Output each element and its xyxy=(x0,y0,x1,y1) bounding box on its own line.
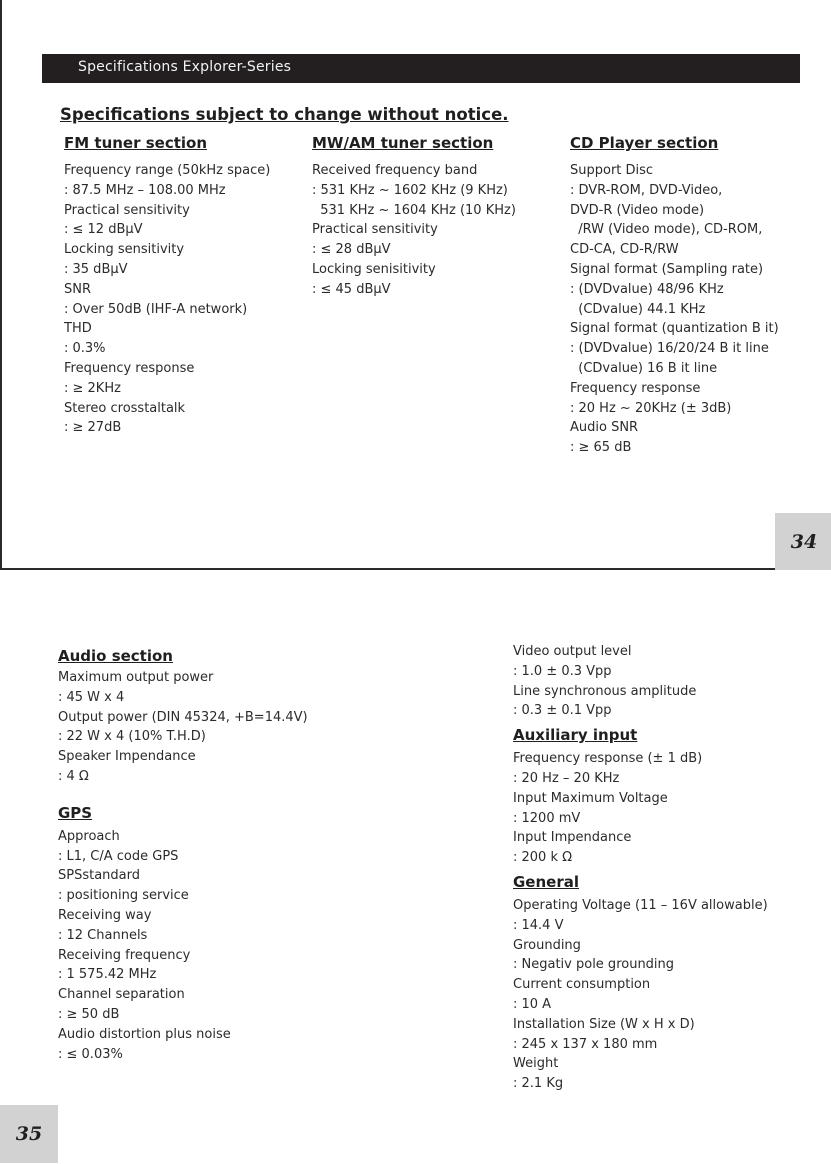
spec-line: : ≤ 12 dBμV xyxy=(64,222,143,238)
spec-line: Stereo crosstaltalk xyxy=(64,400,186,416)
spec-line: : 10 A xyxy=(513,996,552,1012)
header-bar xyxy=(42,54,800,83)
page-34 xyxy=(0,0,831,570)
spec-line: Input Maximum Voltage xyxy=(513,790,668,806)
audio-section xyxy=(58,646,308,1064)
spec-line: : positioning service xyxy=(58,888,189,904)
spec-line: : 22 W x 4 (10% T.H.D) xyxy=(58,729,206,745)
spec-line: : 45 W x 4 xyxy=(58,689,125,705)
section-title: Auxiliary input xyxy=(513,726,638,745)
spec-line: Input Impendance xyxy=(513,830,632,846)
section-title: GPS xyxy=(58,803,93,822)
spec-line: : 0.3% xyxy=(64,341,106,357)
spec-line: Line synchronous amplitude xyxy=(513,683,697,699)
spec-line: Approach xyxy=(58,828,120,844)
page-number: 35 xyxy=(0,1105,58,1163)
spec-line: Video output level xyxy=(513,644,632,659)
spec-line: : ≥ 65 dB xyxy=(570,440,632,456)
header-title: Specifications Explorer-Series xyxy=(78,59,292,75)
spec-line: Frequency response xyxy=(570,380,701,396)
spec-line: Channel separation xyxy=(58,987,185,1003)
spec-line: /RW (Video mode), CD-ROM, xyxy=(570,222,763,238)
spec-line: CD-CA, CD-R/RW xyxy=(570,242,679,258)
spec-line: : 531 KHz ~ 1602 KHz (9 KHz) xyxy=(312,182,508,198)
spec-line: (CDvalue) 16 B it line xyxy=(570,360,718,376)
section-title: FM tuner section xyxy=(64,134,208,152)
section-title: Audio section xyxy=(58,647,173,665)
spec-line: : Over 50dB (IHF-A network) xyxy=(64,301,248,317)
spec-line: : ≤ 45 dBμV xyxy=(312,281,391,297)
spec-line: Practical sensitivity xyxy=(312,222,438,238)
spec-line: Practical sensitivity xyxy=(64,202,190,218)
spec-line: : 35 dBμV xyxy=(64,261,128,277)
cd-player-section xyxy=(570,133,779,458)
spec-line: : 4 Ω xyxy=(58,768,89,784)
spec-line: Receiving frequency xyxy=(58,947,191,963)
spec-line: Output power (DIN 45324, +B=14.4V) xyxy=(58,709,308,725)
spec-line: : DVR-ROM, DVD-Video, xyxy=(570,182,723,198)
spec-line: DVD-R (Video mode) xyxy=(570,202,705,218)
section-title: MW/AM tuner section xyxy=(312,134,494,152)
spec-line: : 14.4 V xyxy=(513,917,564,933)
notice-heading: Specifications subject to change without notice. xyxy=(60,105,509,124)
mw-am-tuner-section xyxy=(312,133,516,300)
spec-line: Maximum output power xyxy=(58,670,214,685)
spec-line: : ≤ 28 dBμV xyxy=(312,242,391,258)
section-title: General xyxy=(513,872,579,891)
spec-line: : 1200 mV xyxy=(513,810,581,826)
spec-line: Current consumption xyxy=(513,977,651,993)
spec-line: : (DVDvalue) 48/96 KHz xyxy=(570,281,724,297)
spec-line: Audio SNR xyxy=(570,420,639,436)
spec-line: Frequency range (50kHz space) xyxy=(64,163,271,178)
spec-line: Grounding xyxy=(513,937,581,953)
spec-line: : 20 Hz ~ 20KHz (± 3dB) xyxy=(570,400,732,416)
spec-line: : 12 Channels xyxy=(58,927,148,943)
page-35 xyxy=(0,570,831,1164)
spec-line: Locking sensitivity xyxy=(64,242,185,258)
spec-line: Signal format (Sampling rate) xyxy=(570,261,764,277)
spec-line: Operating Voltage (11 – 16V allowable) xyxy=(513,897,768,913)
spec-line: Audio distortion plus noise xyxy=(58,1026,231,1042)
spec-line: SNR xyxy=(64,281,92,297)
spec-line: : 245 x 137 x 180 mm xyxy=(513,1036,658,1052)
spec-line: Locking senisitivity xyxy=(312,261,436,277)
spec-line: : 0.3 ± 0.1 Vpp xyxy=(513,703,612,719)
section-title: CD Player section xyxy=(570,134,719,152)
spec-line: Frequency response xyxy=(64,360,195,376)
spec-line: Support Disc xyxy=(570,163,654,178)
spec-line: Receiving way xyxy=(58,907,152,923)
spec-line: : ≥ 2KHz xyxy=(64,380,121,396)
spec-line: : ≤ 0.03% xyxy=(58,1046,123,1062)
spec-line: : 87.5 MHz – 108.00 MHz xyxy=(64,182,226,198)
spec-line: : 1.0 ± 0.3 Vpp xyxy=(513,663,612,679)
spec-line: : ≥ 27dB xyxy=(64,420,122,436)
spec-line: Weight xyxy=(513,1056,559,1072)
spec-line: SPSstandard xyxy=(58,868,141,884)
spec-line: : 2.1 Kg xyxy=(513,1076,564,1092)
spec-line: : 200 k Ω xyxy=(513,850,573,866)
spec-line: : 1 575.42 MHz xyxy=(58,967,157,983)
spec-line: Speaker Impendance xyxy=(58,749,196,765)
spec-line: : ≥ 50 dB xyxy=(58,1006,120,1022)
spec-line: Installation Size (W x H x D) xyxy=(513,1016,695,1032)
spec-line: : Negativ pole grounding xyxy=(513,957,675,973)
spec-line: : (DVDvalue) 16/20/24 B it line xyxy=(570,341,769,357)
spec-line: : 20 Hz – 20 KHz xyxy=(513,770,620,786)
spec-line: Received frequency band xyxy=(312,163,478,178)
spec-line: : L1, C/A code GPS xyxy=(58,848,179,864)
spec-line: Frequency response (± 1 dB) xyxy=(513,751,703,767)
spec-line: 531 KHz ~ 1604 KHz (10 KHz) xyxy=(312,202,516,218)
page-number: 34 xyxy=(775,513,831,571)
fm-tuner-section xyxy=(64,133,270,438)
right-column xyxy=(513,642,768,1094)
spec-line: (CDvalue) 44.1 KHz xyxy=(570,301,706,317)
spec-line: Signal format (quantization B it) xyxy=(570,321,779,337)
spec-line: THD xyxy=(64,321,92,337)
